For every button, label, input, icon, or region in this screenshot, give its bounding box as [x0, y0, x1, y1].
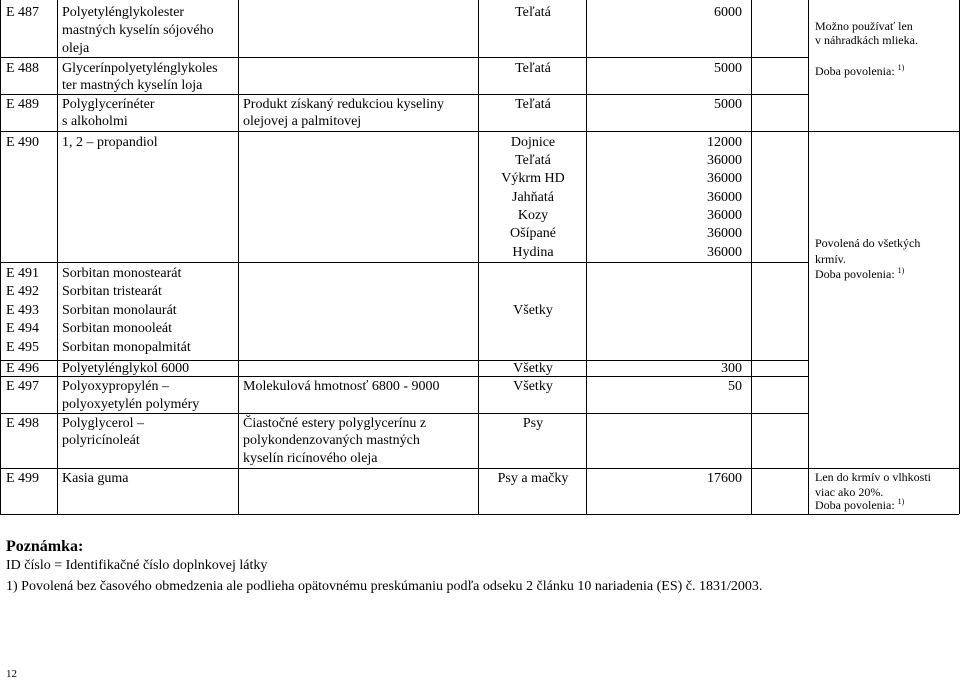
description-cell: Molekulová hmotnosť 6800 - 9000	[243, 379, 440, 394]
description-cell: polykondenzovaných mastných	[243, 433, 420, 448]
name-cell: 1, 2 – propandiol	[62, 135, 158, 150]
name-cell: Polyetylénglykolester	[62, 5, 185, 20]
code-cell: E 488	[6, 61, 40, 76]
note-text: Len do krmív o vlhkosti	[815, 470, 931, 484]
footer-line: 1) Povolená bez časového obmedzenia ale podlieha opätovnému preskúmaniu podľa odseku 2 článku 10 nariadenia (ES) č. 1831/2003.	[6, 579, 763, 594]
note-text: Možno používať len	[815, 19, 913, 33]
value-cell: 36000	[707, 153, 742, 168]
species-cell: Ošípané	[510, 226, 556, 241]
description-cell: kyselín ricínového oleja	[243, 451, 378, 466]
code-cell: E 499	[6, 471, 40, 486]
name-cell: Sorbitan monolaurát	[62, 303, 177, 318]
code-cell: E 492	[6, 284, 40, 299]
note-period: Doba povolenia: $^{1)}$	[815, 266, 905, 281]
footer-line: ID číslo = Identifikačné číslo doplnkovej látky	[6, 558, 268, 573]
code-cell: E 494	[6, 321, 40, 336]
species-cell: Všetky	[513, 361, 553, 376]
description-cell: Čiastočné estery polyglycerínu z	[243, 416, 427, 431]
name-cell: Kasia guma	[62, 471, 129, 486]
value-cell: 36000	[707, 171, 742, 186]
name-cell: polyricínoleát	[62, 433, 140, 448]
page-number: 12	[6, 668, 17, 680]
name-cell: s alkoholmi	[62, 114, 128, 129]
species-cell: Všetky	[513, 303, 553, 318]
value-cell: 17600	[707, 471, 742, 486]
code-cell: E 498	[6, 416, 40, 431]
note-text: krmív.	[815, 252, 846, 266]
code-cell: E 489	[6, 97, 40, 112]
species-cell: Dojnice	[510, 135, 556, 150]
value-cell: 36000	[707, 190, 742, 205]
name-cell: Polyoxypropylén –	[62, 379, 169, 394]
name-cell: oleja	[62, 41, 90, 56]
value-cell: 36000	[707, 245, 742, 260]
note-text: v náhradkách mlieka.	[815, 33, 918, 47]
code-cell: E 497	[6, 379, 40, 394]
code-cell: E 493	[6, 303, 40, 318]
species-cell: Teľatá	[515, 61, 551, 76]
note-heading: Poznámka:	[6, 538, 84, 555]
name-cell: Sorbitan monostearát	[62, 266, 182, 281]
value-cell: 300	[721, 361, 742, 376]
species-cell: Teľatá	[515, 5, 551, 20]
species-cell: Psy	[522, 416, 544, 431]
name-cell: mastných kyselín sójového	[62, 23, 214, 38]
note-period: Doba povolenia: $^{1)}$	[815, 63, 905, 78]
name-cell: Polyetylénglykol 6000	[62, 361, 190, 376]
species-cell: Teľatá	[515, 97, 551, 112]
code-cell: E 490	[6, 135, 40, 150]
value-cell: 50	[728, 379, 742, 394]
name-cell: Sorbitan monooleát	[62, 321, 173, 336]
name-cell: Glycerínpolyetylénglykoles	[62, 61, 218, 76]
species-cell: Psy a mačky	[497, 471, 569, 486]
note-period: Doba povolenia: $^{1)}$	[815, 497, 905, 512]
note-text: Povolená do všetkých	[815, 236, 921, 250]
description-cell: Produkt získaný redukciou kyseliny	[243, 97, 445, 112]
value-cell: 5000	[714, 97, 742, 112]
name-cell: polyoxyetylén polyméry	[62, 397, 200, 412]
name-cell: Sorbitan tristearát	[62, 284, 162, 299]
name-cell: Sorbitan monopalmitát	[62, 340, 191, 355]
code-cell: E 491	[6, 266, 40, 281]
species-cell: Kozy	[517, 208, 549, 223]
name-cell: Polyglycerínéter	[62, 97, 155, 112]
species-cell: Výkrm HD	[501, 171, 565, 186]
value-cell: 5000	[714, 61, 742, 76]
name-cell: Polyglycerol –	[62, 416, 145, 431]
code-cell: E 496	[6, 361, 40, 376]
code-cell: E 487	[6, 5, 40, 20]
species-cell: Teľatá	[515, 153, 551, 168]
note-text: viac ako 20%.	[815, 485, 884, 499]
species-cell: Všetky	[513, 379, 553, 394]
name-cell: ter mastných kyselín loja	[62, 78, 203, 93]
value-cell: 36000	[707, 208, 742, 223]
species-cell: Jahňatá	[512, 190, 554, 205]
species-cell: Hydina	[512, 245, 554, 260]
code-cell: E 495	[6, 340, 40, 355]
value-cell: 6000	[714, 5, 742, 20]
value-cell: 12000	[707, 135, 742, 150]
description-cell: olejovej a palmitovej	[243, 114, 362, 129]
value-cell: 36000	[707, 226, 742, 241]
